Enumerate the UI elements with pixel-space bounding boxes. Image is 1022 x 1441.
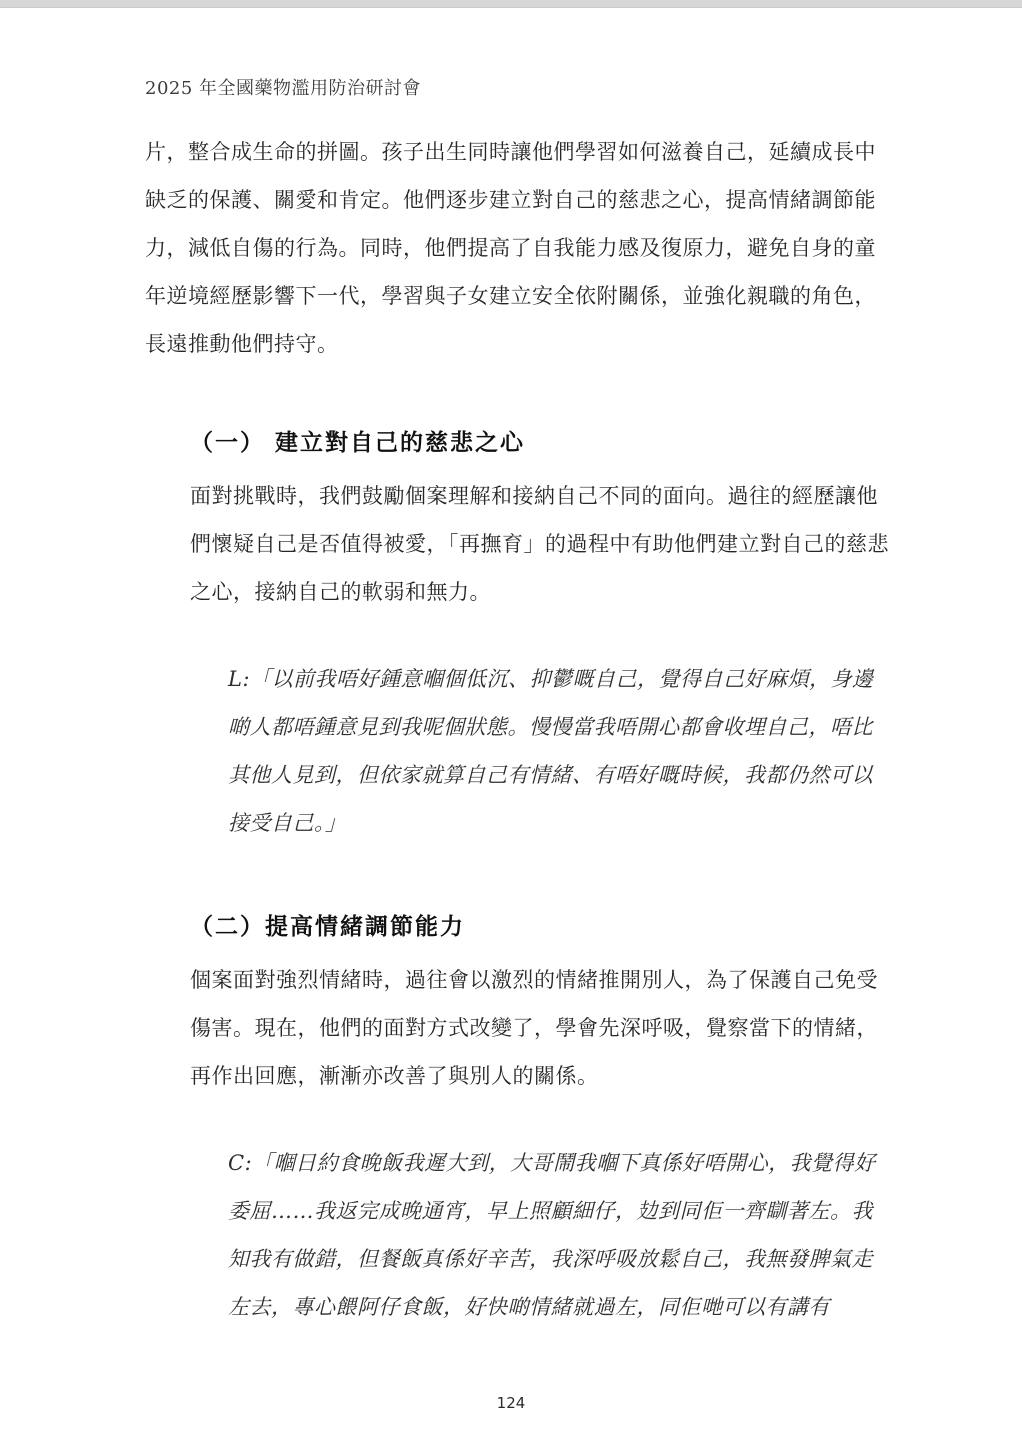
text-line: 其他人見到，但依家就算自己有情緒、有唔好嘅時候，我都仍然可以 — [228, 763, 873, 787]
text-line: 們懷疑自己是否值得被愛，「再撫育」的過程中有助他們建立對自己的慈悲 — [190, 532, 889, 556]
text-line: 知我有做錯，但餐飯真係好辛苦，我深呼吸放鬆自己，我無發脾氣走 — [228, 1247, 873, 1271]
text-line: 委屈……我返完成晚通宵，早上照顧細仔，攰到同佢一齊瞓著左。我 — [228, 1199, 873, 1223]
text-line: 片，整合成生命的拼圖。孩子出生同時讓他們學習如何滋養自己，延續成長中 — [145, 140, 876, 164]
text-line: 長遠推動他們持守。 — [145, 332, 339, 356]
text-line: C:「嗰日約食晚飯我遲大到，大哥鬧我嗰下真係好唔開心，我覺得好 — [228, 1151, 876, 1175]
text-line: 缺乏的保護、關愛和肯定。他們逐步建立對自己的慈悲之心，提高情緒調節能 — [145, 188, 876, 212]
paragraph-section-2 — [190, 956, 878, 1100]
quote-client-c — [228, 1139, 876, 1331]
text-line: 力，減低自傷的行為。同時，他們提高了自我能力感及復原力，避免自身的童 — [145, 236, 876, 260]
paragraph-section-1 — [190, 472, 889, 616]
quote-client-l — [228, 655, 874, 847]
section-heading-1: （一） 建立對自己的慈悲之心 — [190, 429, 526, 456]
text-line: 個案面對強烈情緒時，過往會以激烈的情緒推開別人，為了保護自己免受 — [190, 968, 878, 992]
text-line: L:「以前我唔好鍾意嗰個低沉、抑鬱嘅自己，覺得自己好麻煩，身邊 — [228, 667, 874, 691]
text-line: 左去，專心餵阿仔食飯，好快啲情緒就過左，同佢哋可以有講有 — [228, 1295, 830, 1319]
text-line: 傷害。現在，他們的面對方式改變了，學會先深呼吸，覺察當下的情緒， — [190, 1016, 878, 1040]
section-heading-2: （二）提高情緒調節能力 — [190, 913, 465, 940]
page-number: 124 — [496, 1394, 526, 1412]
text-line: 之心，接納自己的軟弱和無力。 — [190, 580, 491, 604]
text-line: 面對挑戰時，我們鼓勵個案理解和接納自己不同的面向。過往的經歷讓他 — [190, 484, 878, 508]
running-header: 2025 年全國藥物濫用防治研討會 — [145, 78, 422, 99]
top-edge-strip — [0, 0, 1022, 8]
text-line: 年逆境經歷影響下一代，學習與子女建立安全依附關係，並強化親職的角色， — [145, 284, 876, 308]
paragraph-intro — [145, 128, 876, 368]
text-line: 接受自己。」 — [228, 811, 347, 835]
text-line: 再作出回應，漸漸亦改善了與別人的關係。 — [190, 1064, 599, 1088]
text-line: 啲人都唔鍾意見到我呢個狀態。慢慢當我唔開心都會收埋自己，唔比 — [228, 715, 873, 739]
